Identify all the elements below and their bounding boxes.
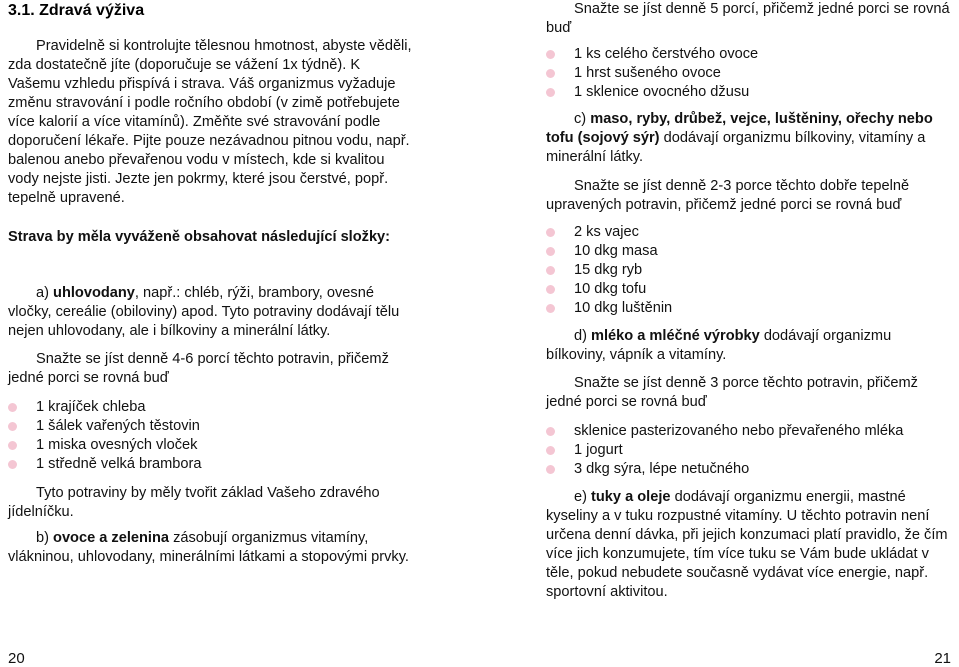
carbohydrates-portion-text: Snažte se jíst denně 4-6 porcí těchto potravin, přičemž jedné porci se rovná buď [8,351,389,386]
bullet-icon [546,88,555,97]
bullet-icon [546,228,555,237]
list-item: 1 středně velká brambora [8,455,414,474]
list-item: 1 krajíček chleba [8,398,414,417]
composition-subheading: Strava by měla vyváženě obsahovat následující složky: [8,229,391,245]
carbohydrates-term: uhlovodany [53,285,135,301]
bullet-icon [546,247,555,256]
fats-term: tuky a oleje [591,489,671,505]
bullet-icon [546,50,555,59]
list-item: 1 sklenice ovocného džusu [546,83,951,102]
dairy-term: mléko a mléčné výrobky [591,328,760,344]
protein-portion-text: Snažte se jíst denně 2-3 porce těchto dobře tepelně upravených potravin, přičemž jedné porci se rovná buď [546,178,910,213]
intro-paragraph: Pravidelně si kontrolujte tělesnou hmotnost, abyste věděli, zda dostatečně jíte (doporučuje se vážení 1x týdně). K Vašemu vzhledu přispívá i strava. Váš organizmus vyžaduje změnu stravování i podle ročního období (v zimě potřebujete více kalorií a více vitamínů). Změňte své stravování podle doporučení lékaře. Pijte pouze nezávadnou pitnou vodu, např. balenou anebo převařenou vodu v místech, kde si kvalitou vody nejste jisti. Jezte jen pokrmy, které jsou čerstvé, popř. tepelně upravené. [8,38,412,206]
carbohydrates-portion-list [8,398,414,474]
bullet-icon [546,304,555,313]
bullet-icon [546,266,555,275]
carbohydrates-paragraph: a) uhlovodany, např.: chléb, rýži, brambory, ovesné vločky, cereálie (obiloviny) apod. Tyto potraviny dodávají tělu nejen uhlovodany, ale i bílkoviny a minerální látky. [8,285,400,339]
list-item: 1 šálek vařených těstovin [8,417,414,436]
fruit-vegetables-term: ovoce a zelenina [53,530,170,546]
bullet-icon [8,441,17,450]
list-item: 3 dkg sýra, lépe netučného [546,460,951,479]
bullet-icon [546,69,555,78]
protein-term: maso, ryby, drůbež, vejce, luštěniny, ořechy nebo tofu (sojový sýr) [546,111,933,146]
bullet-icon [8,460,17,469]
dairy-paragraph: d) mléko a mléčné výrobky dodávají organizmu bílkoviny, vápník a vitamíny. [546,328,892,363]
protein-paragraph: c) maso, ryby, drůbež, vejce, luštěniny, ořechy nebo tofu (sojový sýr) dodávají organizmu bílkoviny, vitamíny a minerální látky. [546,111,933,165]
page-number-left: 20 [8,650,25,667]
list-item: 1 ks celého čerstvého ovoce [546,45,951,64]
fruit-portion-text: Snažte se jíst denně 5 porcí, přičemž jedné porci se rovná buď [546,1,950,36]
bullet-icon [546,446,555,455]
bullet-icon [546,465,555,474]
list-item: 1 jogurt [546,441,951,460]
section-title: 3.1. Zdravá výživa [8,2,145,19]
dairy-portion-text: Snažte se jíst denně 3 porce těchto potravin, přičemž jedné porci se rovná buď [546,375,918,410]
bullet-icon [8,422,17,431]
list-item: 15 dkg ryb [546,261,951,280]
list-item: sklenice pasterizovaného nebo převařeného mléka [546,422,951,441]
dairy-portion-list [546,422,951,479]
list-item: 1 hrst sušeného ovoce [546,64,951,83]
fruit-vegetables-paragraph: b) ovoce a zelenina zásobují organizmus vitamíny, vlákninou, uhlovodany, minerálními látkami a stopovými prvky. [8,530,409,565]
carbohydrates-note: Tyto potraviny by měly tvořit základ Vašeho zdravého jídelníčku. [8,485,380,520]
bullet-icon [546,427,555,436]
bullet-icon [8,403,17,412]
list-item: 2 ks vajec [546,223,951,242]
list-item: 10 dkg tofu [546,280,951,299]
fruit-portion-list [546,45,951,102]
list-item: 10 dkg luštěnin [546,299,951,318]
bullet-icon [546,285,555,294]
fats-paragraph: e) tuky a oleje dodávají organizmu energii, mastné kyseliny a v tuku rozpustné vitamíny. U těchto potravin není určena denní dávka, při jejich konzumaci platí pravidlo, že čím více jich konzumujete, tím více tuku se Vám bude ukládat v těle, pokud nebudete současně vydávat více energie, např. sportovní aktivitou. [546,489,948,600]
list-item: 10 dkg masa [546,242,951,261]
protein-portion-list [546,223,951,318]
page-number-right: 21 [934,650,951,667]
list-item: 1 miska ovesných vloček [8,436,414,455]
